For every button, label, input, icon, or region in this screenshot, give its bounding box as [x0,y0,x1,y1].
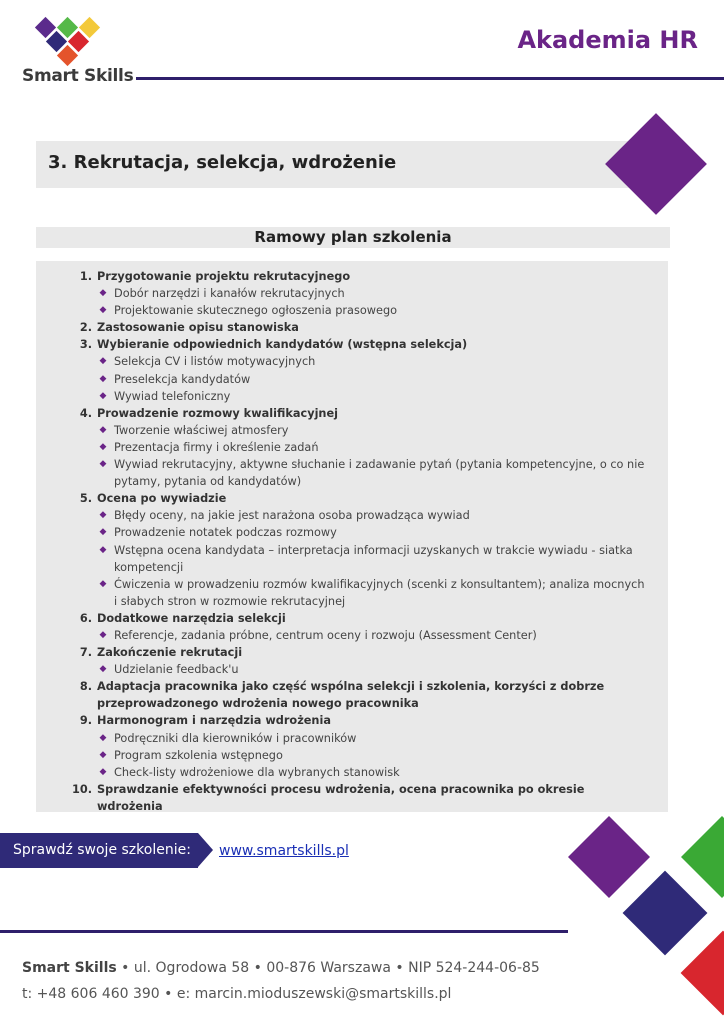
decorative-diamond-purple-small [568,816,650,898]
plan-title: Ramowy plan szkolenia [254,228,452,246]
footer-company: Smart Skills [22,960,117,976]
plan-item-label: Sprawdzanie efektywności procesu wdrożenia, ocena pracownika po okresie wdrożenia [97,782,585,813]
plan-subitem [68,576,648,610]
plan-subitem-label: Projektowanie skutecznego ogłoszenia prasowego [114,304,398,318]
plan-subitem [68,439,648,456]
diamond-bullet-icon: ◆ [99,749,107,760]
plan-subitem [68,388,648,405]
decorative-diamond-green [681,816,724,898]
plan-item [68,610,648,627]
plan-item-label: Przygotowanie projektu rekrutacyjnego [97,270,351,283]
plan-subitem [68,302,648,319]
decorative-diamond-red [681,931,724,1016]
plan-subitem-label: Check-listy wdrożeniowe dla wybranych stanowisk [114,765,400,779]
logo-text: Smart Skills [22,66,134,86]
plan-item-number: 10. [71,782,92,796]
plan-item [68,490,648,507]
plan-subitem-label: Referencje, zadania próbne, centrum oceny i rozwoju (Assessment Center) [114,628,537,642]
plan-subitem [68,764,648,781]
plan-item-label: Dodatkowe narzędzia selekcji [97,611,286,625]
plan-subitem-label: Wywiad telefoniczny [114,389,231,403]
plan-subitem-label: Udzielanie feedback'u [114,663,239,677]
plan-subitem [68,456,648,490]
diamond-bullet-icon: ◆ [99,527,107,538]
plan-item-number: 9. [79,714,92,728]
plan-subitem [68,627,648,644]
diamond-bullet-icon: ◆ [99,373,107,384]
plan-item [68,319,648,336]
plan-subitem-label: Błędy oceny, na jakie jest narażona osoba prowadząca wywiad [114,509,470,523]
plan-item-number: 3. [79,338,92,352]
diamond-bullet-icon: ◆ [99,424,107,435]
plan-subitem-label: Prezentacja firmy i określenie zadań [114,440,319,454]
plan-subitem-label: Wstępna ocena kandydata – interpretacja informacji uzyskanych w trakcie wywiadu - siatka kompetencji [114,543,633,574]
diamond-bullet-icon: ◆ [99,356,107,367]
plan-subitem-label: Podręczniki dla kierowników i pracowników [114,731,357,745]
logo [34,14,106,66]
plan-subitem [68,507,648,524]
plan-subitem-label: Wywiad rekrutacyjny, aktywne słuchanie i zadawanie pytań (pytania kompetencyjne, o co nie pytamy, pytania od kandydatów) [114,458,645,489]
decorative-diamond-navy [623,871,708,956]
cta-arrow [198,833,213,867]
plan-subitem-label: Ćwiczenia w prowadzeniu rozmów kwalifikacyjnych (scenki z konsultantem); analiza mocnych i słabych stron w rozmowie rekrutacyjnej [114,577,645,608]
footer-contact: t: +48 606 460 390 • e: marcin.mioduszewski@smartskills.pl [22,986,452,1002]
plan-item-number: 1. [79,270,92,283]
section-title: 3. Rekrutacja, selekcja, wdrożenie [48,152,397,173]
plan-list [68,268,648,815]
footer-address [22,960,540,976]
diamond-bullet-icon: ◆ [99,578,107,589]
plan-item-label: Prowadzenie rozmowy kwalifikacyjnej [97,406,339,420]
plan-item-number: 5. [79,492,92,506]
plan-item-number: 7. [79,646,92,660]
header-divider [136,77,724,80]
diamond-bullet-icon: ◆ [99,544,107,555]
plan-item-number: 8. [79,680,92,694]
plan-subitem [68,371,648,388]
diamond-bullet-icon: ◆ [99,305,107,316]
plan-item [68,678,648,712]
plan-item-label: Zakończenie rekrutacji [97,646,243,660]
cta-label: Sprawdź swoje szkolenie: [13,842,191,858]
footer-address-text: • ul. Ogrodowa 58 • 00-876 Warszawa • NIP 524-244-06-85 [116,960,540,976]
plan-subitem-label: Program szkolenia wstępnego [114,748,283,762]
plan-item-label: Ocena po wywiadzie [97,492,227,506]
diamond-bullet-icon: ◆ [99,732,107,743]
plan-item [68,268,648,285]
plan-subitem-label: Preselekcja kandydatów [114,372,251,386]
plan-subitem-label: Prowadzenie notatek podczas rozmowy [114,526,337,540]
diamond-bullet-icon: ◆ [99,766,107,777]
plan-subitem [68,542,648,576]
plan-subitem [68,285,648,302]
diamond-bullet-icon: ◆ [99,664,107,675]
plan-subitem [68,353,648,370]
plan-subitem-label: Tworzenie właściwej atmosfery [114,423,289,437]
plan-item [68,712,648,729]
plan-item [68,405,648,422]
plan-item-label: Wybieranie odpowiednich kandydatów (wstępna selekcja) [97,338,468,352]
plan-subitem [68,730,648,747]
diamond-bullet-icon: ◆ [99,510,107,521]
diamond-bullet-icon: ◆ [99,390,107,401]
decorative-diamond-purple [605,113,707,215]
footer-divider [0,930,568,933]
plan-item-label: Adaptacja pracownika jako część wspólna selekcji i szkolenia, korzyści z dobrze przeprowadzonego wdrożenia nowego pracownika [97,680,605,711]
plan-item-number: 2. [79,321,92,335]
plan-subitem [68,422,648,439]
plan-subitem [68,661,648,678]
plan-item-label: Zastosowanie opisu stanowiska [97,321,299,335]
brand-title: Akademia HR [517,26,698,54]
plan-item [68,644,648,661]
plan-item-number: 4. [79,406,92,420]
plan-item [68,781,648,815]
plan-subitem-label: Selekcja CV i listów motywacyjnych [114,355,316,369]
diamond-bullet-icon: ◆ [99,459,107,470]
plan-subitem [68,524,648,541]
plan-item [68,336,648,353]
plan-item-number: 6. [79,611,92,625]
diamond-bullet-icon: ◆ [99,629,107,640]
website-link[interactable]: www.smartskills.pl [219,843,349,859]
diamond-bullet-icon: ◆ [99,288,107,299]
plan-subitem [68,747,648,764]
plan-item-label: Harmonogram i narzędzia wdrożenia [97,714,331,728]
diamond-bullet-icon: ◆ [99,441,107,452]
plan-subitem-label: Dobór narzędzi i kanałów rekrutacyjnych [114,287,345,301]
